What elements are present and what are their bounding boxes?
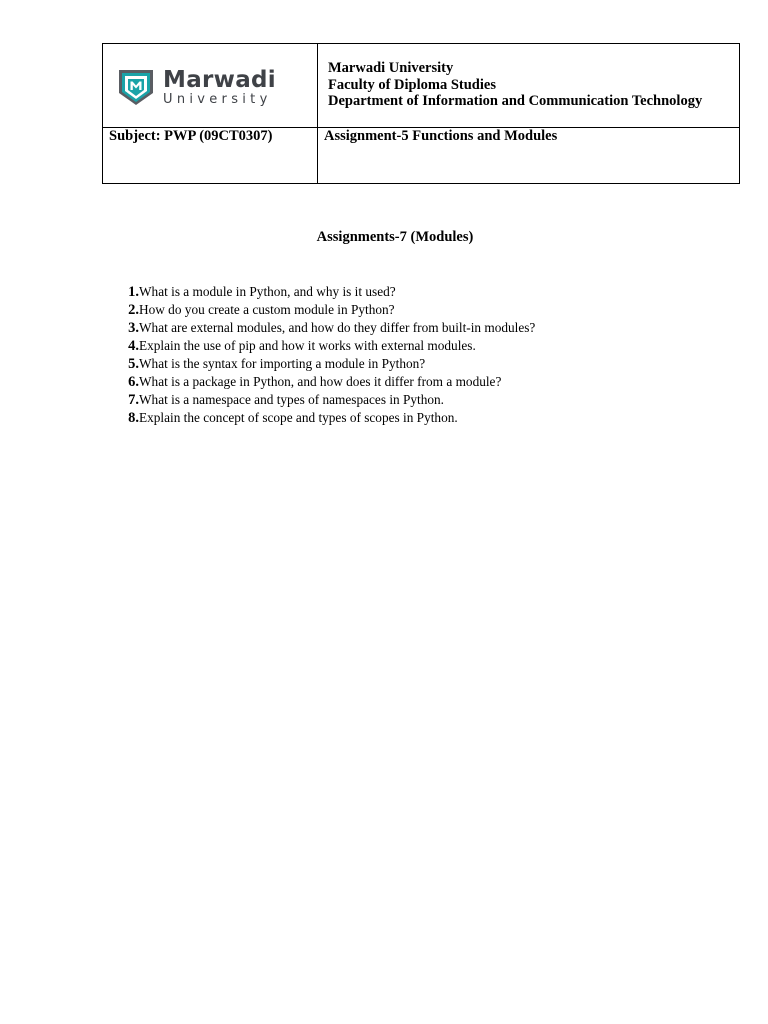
header-table [102, 43, 740, 184]
question-text: How do you create a custom module in Python? [139, 302, 395, 317]
question-list [112, 283, 535, 427]
assignment-title: Assignment-5 Functions and Modules [324, 128, 558, 144]
university-name: Marwadi University [328, 60, 454, 76]
question-number: 1. [128, 284, 139, 300]
faculty-name: Faculty of Diploma Studies [328, 76, 496, 93]
question-text: What are external modules, and how do they differ from built-in modules? [139, 320, 536, 335]
list-item [112, 301, 535, 319]
institution-cell [318, 44, 740, 128]
question-number: 6. [128, 374, 139, 390]
list-item [112, 283, 535, 301]
question-number: 4. [128, 338, 139, 354]
department-name: Department of Information and Communication Technology [328, 93, 703, 109]
question-number: 8. [128, 410, 139, 426]
list-item [112, 409, 535, 427]
list-item [112, 355, 535, 373]
list-item [112, 337, 535, 355]
question-number: 3. [128, 320, 139, 336]
logo-cell [103, 44, 318, 128]
subject-label: Subject: PWP (09CT0307) [109, 128, 273, 144]
list-item [112, 391, 535, 409]
document-heading: Assignments-7 (Modules) [316, 229, 474, 245]
shield-icon [117, 67, 155, 107]
university-logo [117, 67, 276, 107]
logo-subtitle: University [163, 91, 272, 107]
logo-wordmark: Marwadi [163, 66, 276, 93]
question-text: What is a namespace and types of namespaces in Python. [139, 392, 444, 407]
list-item [112, 373, 535, 391]
assignment-cell [318, 128, 740, 184]
question-number: 2. [128, 302, 139, 318]
question-text: Explain the use of pip and how it works with external modules. [139, 338, 476, 353]
question-text: Explain the concept of scope and types of scopes in Python. [139, 410, 458, 425]
subject-cell [103, 128, 318, 184]
question-number: 5. [128, 356, 139, 372]
question-text: What is the syntax for importing a module in Python? [139, 356, 426, 371]
question-text: What is a module in Python, and why is it used? [139, 284, 396, 299]
question-number: 7. [128, 392, 139, 408]
list-item [112, 319, 535, 337]
question-text: What is a package in Python, and how does it differ from a module? [139, 374, 502, 389]
